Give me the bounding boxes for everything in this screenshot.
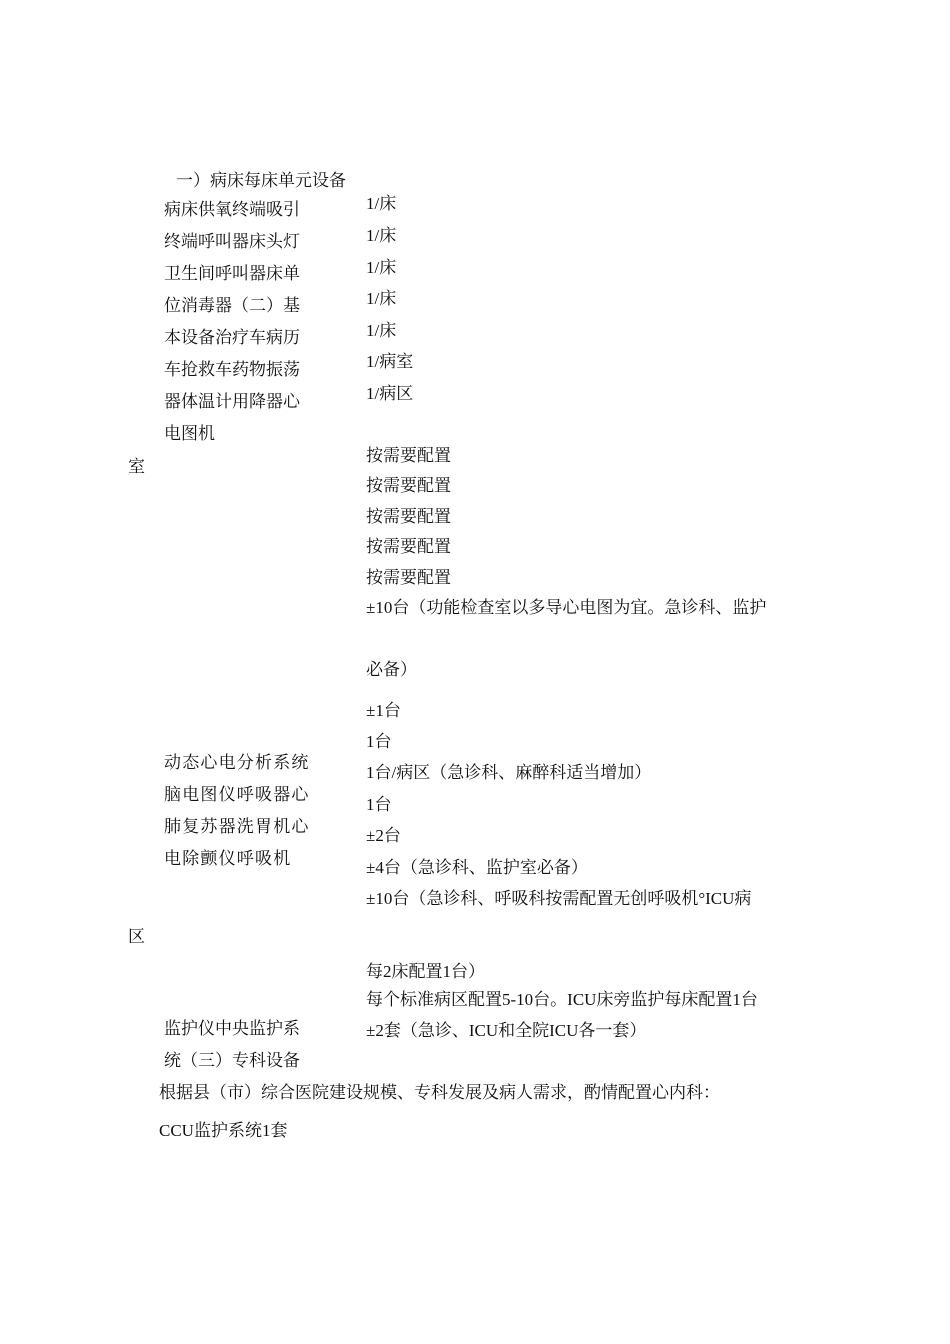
- quantity-line: 1台: [366, 732, 392, 751]
- equipment-line: 肺复苏器洗胃机心: [164, 817, 310, 836]
- equipment-line: 卫生间呼叫器床单: [164, 264, 300, 283]
- equipment-line: 本设备治疗车病历: [164, 328, 300, 347]
- section-heading: 一）病床每床单元设备: [176, 171, 346, 190]
- equipment-line: 电图机: [164, 424, 215, 443]
- quantity-line: 必备）: [366, 660, 417, 679]
- quantity-line: 1台: [366, 795, 392, 814]
- equipment-line: 器体温计用降器心: [164, 392, 300, 411]
- equipment-line: 统（三）专科设备: [164, 1051, 300, 1070]
- quantity-line: ±2套（急诊、ICU和全院ICU各一套）: [366, 1021, 647, 1040]
- quantity-line: 1/病室: [366, 352, 414, 371]
- quantity-line: 按需要配置: [366, 507, 451, 526]
- quantity-line: 按需要配置: [366, 537, 451, 556]
- quantity-line: 按需要配置: [366, 568, 451, 587]
- equipment-line: 脑电图仪呼吸器心: [164, 785, 310, 804]
- equipment-line: 电除颤仪呼吸机: [164, 849, 292, 868]
- quantity-line: 1/床: [366, 289, 397, 308]
- quantity-line: 1/床: [366, 258, 397, 277]
- quantity-line: 1台/病区（急诊科、麻醉科适当增加）: [366, 763, 652, 782]
- equipment-line: 监护仪中央监护系: [164, 1019, 300, 1038]
- equipment-line: 终端呼叫器床头灯: [164, 232, 300, 251]
- quantity-line: ±2台: [366, 826, 401, 845]
- equipment-line: 病床供氧终端吸引: [164, 200, 300, 219]
- paragraph-line: 根据县（市）综合医院建设规模、专科发展及病人需求，酌情配置心内科：: [159, 1083, 720, 1102]
- quantity-line: ±4台（急诊科、监护室必备）: [366, 858, 588, 877]
- quantity-line: 1/病区: [366, 384, 414, 403]
- quantity-line: ±1台: [366, 701, 401, 720]
- quantity-line: 按需要配置: [366, 476, 451, 495]
- quantity-line: 1/床: [366, 226, 397, 245]
- equipment-line: 动态心电分析系统: [164, 753, 310, 772]
- quantity-line: 按需要配置: [366, 446, 451, 465]
- quantity-line: ±10台（急诊科、呼吸科按需配置无创呼吸机°ICU病: [366, 889, 752, 908]
- margin-text: 区: [128, 927, 145, 946]
- margin-text: 室: [128, 457, 145, 476]
- quantity-line: ±10台（功能检查室以多导心电图为宜。急诊科、监护: [366, 598, 767, 617]
- quantity-line: 1/床: [366, 194, 397, 213]
- quantity-line: 每个标准病区配置5-10台。ICU床旁监护每床配置1台: [366, 990, 758, 1009]
- quantity-line: 每2床配置1台）: [366, 962, 485, 981]
- equipment-line: 位消毒器（二）基: [164, 296, 300, 315]
- equipment-line: 车抢救车药物振荡: [164, 360, 300, 379]
- quantity-line: 1/床: [366, 321, 397, 340]
- paragraph-line: CCU监护系统1套: [159, 1121, 288, 1140]
